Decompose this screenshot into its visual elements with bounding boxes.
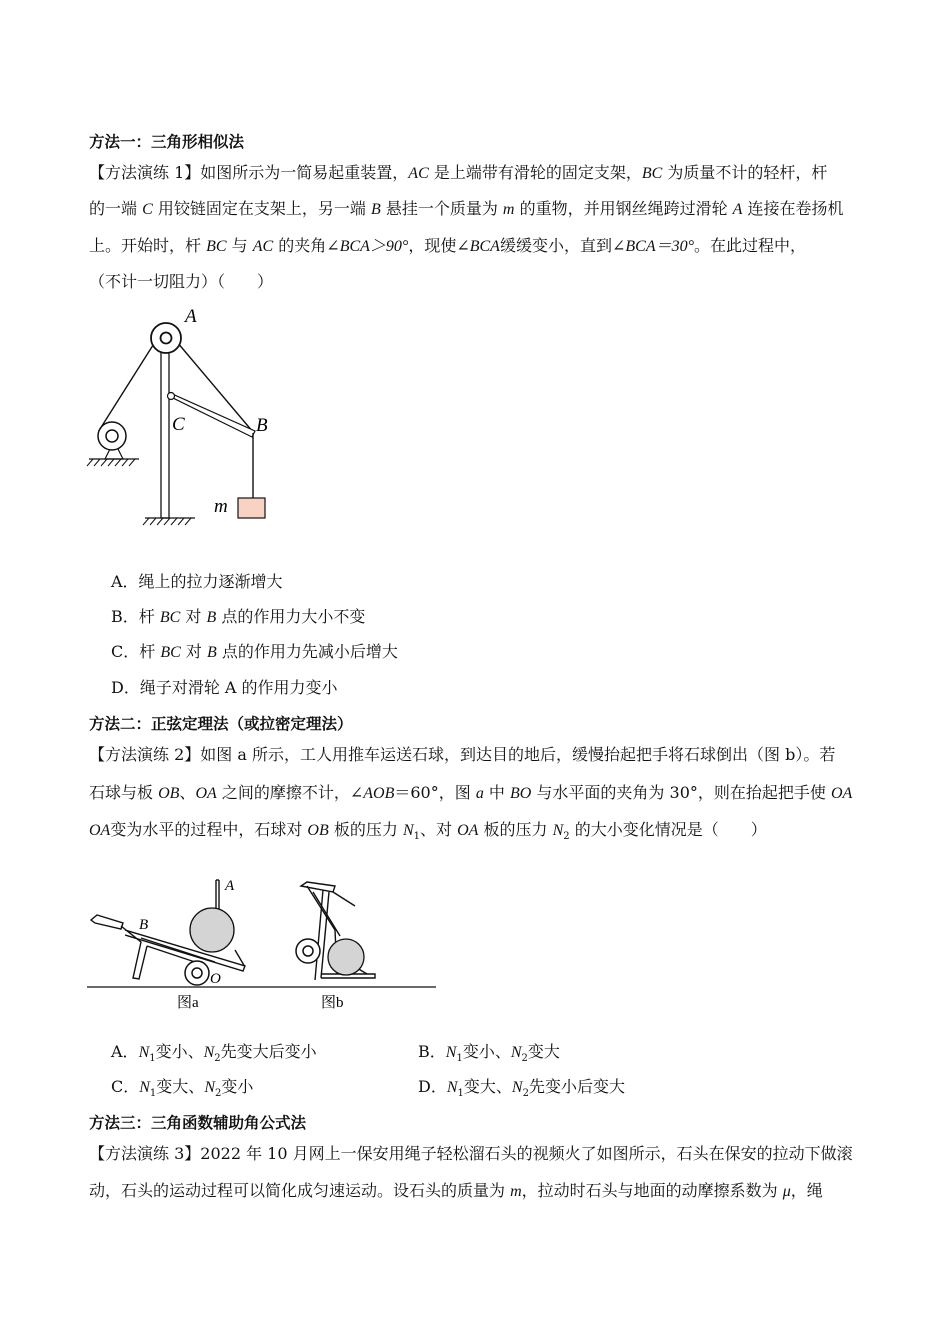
method3-heading: 方法三：三角函数辅助角公式法 — [89, 1114, 307, 1132]
condition-angle-start: ∠BCA＞90° — [326, 238, 409, 255]
option2-a[interactable]: A．$N_1$变小、$N_2$先变大后变小 — [111, 1042, 317, 1065]
method1-heading: 方法一：三角形相似法 — [89, 133, 245, 151]
problem2-tag: 【方法演练 2】 — [89, 745, 201, 764]
caption-b: 图b — [321, 995, 344, 1011]
caption-a: 图a — [177, 995, 199, 1011]
problem1-line4: （不计一切阻力）（ ） — [89, 272, 274, 291]
option2-b[interactable]: B．$N_1$变小、$N_2$变大 — [418, 1042, 560, 1065]
option1-c[interactable]: C．杆 BC 对 B 点的作用力先减小后增大 — [111, 642, 398, 661]
crane-figure — [85, 300, 285, 535]
problem1-line1: 【方法演练 1】如图所示为一简易起重装置，AC 是上端带有滑轮的固定支架，BC 为质量不计的轻杆，杆 — [89, 163, 828, 182]
problem2-line1: 【方法演练 2】如图 a 所示，工人用推车运送石球，到达目的地后，缓慢抬起把手将石球倒出（图 b）。若 — [89, 745, 836, 764]
option2-d[interactable]: D．$N_1$变大、$N_2$先变小后变大 — [418, 1077, 625, 1100]
problem3-line1: 【方法演练 3】2022 年 10 月网上一保安用绳子轻松溜石头的视频火了如图所示，石头在保安的拉动下做滚 — [89, 1144, 853, 1163]
option1-b[interactable]: B．杆 BC 对 B 点的作用力大小不变 — [111, 607, 366, 626]
option1-a[interactable]: A．绳上的拉力逐渐增大 — [111, 572, 283, 591]
label-o2: O — [210, 971, 221, 987]
problem1-tag: 【方法演练 1】 — [89, 163, 201, 182]
method2-heading: 方法二：正弦定理法（或拉密定理法） — [89, 715, 353, 733]
label-b: B — [256, 415, 268, 436]
problem3-line2: 动，石头的运动过程可以简化成匀速运动。设石头的质量为 m，拉动时石头与地面的动摩擦系数为 μ，绳 — [89, 1181, 823, 1200]
label-a: A — [185, 306, 197, 327]
label-a2: A — [225, 878, 235, 894]
problem1-line3: 上。开始时，杆 BC 与 AC 的夹角∠BCA＞90°，现使∠BCA缓缓变小，直到∠BCA＝30°。在此过程中， — [89, 236, 807, 255]
label-b2: B — [139, 917, 149, 933]
wheelbarrow-figure — [85, 870, 440, 1015]
condition-angle-end: ∠BCA＝30° — [611, 238, 694, 255]
option1-d[interactable]: D．绳子对滑轮 A 的作用力变小 — [111, 678, 338, 697]
problem1-line2: 的一端 C 用铰链固定在支架上，另一端 B 悬挂一个质量为 m 的重物，并用钢丝绳跨过滑轮 A 连接在卷扬机 — [89, 199, 844, 218]
label-m: m — [214, 496, 228, 517]
problem2-line2: 石球与板 OB、OA 之间的摩擦不计，∠AOB＝60°，图 a 中 BO 与水平面的夹角为 30°，则在抬起把手使 OA — [89, 783, 853, 802]
label-c: C — [172, 414, 185, 435]
problem3-tag: 【方法演练 3】 — [89, 1144, 201, 1163]
problem2-line3: OA变为水平的过程中，石球对 OB 板的压力 $N_1$、对 OA 板的压力 $N_2$ 的大小变化情况是（ ） — [89, 820, 767, 843]
option2-c[interactable]: C．$N_1$变大、$N_2$变小 — [111, 1077, 254, 1100]
